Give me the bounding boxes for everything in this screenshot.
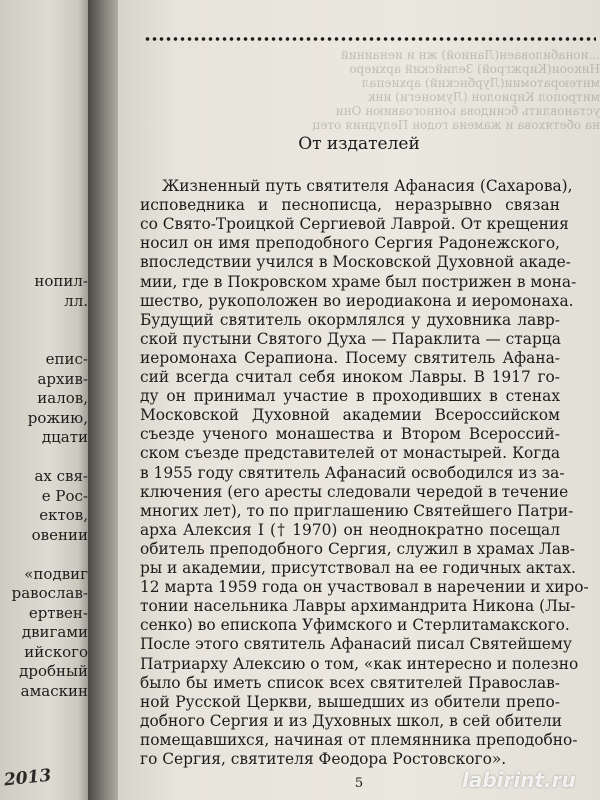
left-page-line: нопил- (34, 272, 88, 290)
bleed-line: установлять бсиидова ьонногоавиюн Они (335, 104, 600, 118)
body-line: носил он имя преподобного Сергия Радонежского, (140, 234, 560, 253)
body-line: помещавшихся, начиная от племянника преподобно- (140, 730, 578, 749)
left-page-line: епис- (45, 350, 88, 368)
left-page-line: дробный (19, 662, 88, 680)
body-line: ключения (его аресты следовали чередой в течение (140, 482, 569, 501)
page-number: 5 (354, 776, 364, 791)
body-line: ском съезде представителей от монастырей. Когда (140, 444, 560, 463)
body-line: тонии насельника Лавры архимандрита Никона (Лы- (140, 597, 576, 616)
body-line: исповедника и песнописца, неразрывно связан (140, 196, 560, 215)
body-line: ры и академии, присутствовал на ее годичных актах. (140, 559, 576, 577)
left-page (0, 0, 92, 800)
bleed-line: ...ионабиловаен(Ланиой) жн и иенаиний (340, 48, 600, 62)
left-page-line: ектов, (39, 506, 88, 524)
bleed-line: на обетяхова и жамеиа годон Пелудния отец (312, 118, 600, 132)
body-line: мии, где в Покровском храме был пострижен в мона- (140, 272, 577, 291)
body-line: сенко) во епископа Уфимского и Стерлитамакского. (140, 616, 570, 635)
left-page-line: равослав- (11, 584, 88, 602)
body-line: 12 марта 1959 года он участвовал в наречении и хиро- (140, 578, 589, 597)
left-page-year: 2013 (3, 765, 53, 791)
left-page-line: рожию, (27, 408, 88, 427)
body-line: Жизненный путь святителя Афанасия (Сахарова), (162, 177, 573, 195)
body-line: Патриарху Алексию о том, «как интересно и полезно (140, 654, 579, 673)
left-page-line: дцати (41, 428, 88, 446)
body-line: иеромонаха Серапиона. Посему святитель Афана- (140, 348, 560, 367)
left-page-line: «подвиг (24, 564, 88, 583)
left-page-line: архив- (37, 369, 88, 388)
bleed-line: митропол Кириолон (Лумонеги) инк (367, 90, 600, 104)
left-page-line: лл. (64, 291, 88, 310)
left-page-line: иалов, (37, 389, 88, 407)
body-line: Московской Духовной академии Всероссийском (140, 406, 560, 425)
body-line: многих лет), то по приглашению Святейшего Патри- (140, 501, 574, 520)
body-line: со Свято-Троицкой Сергиевой Лаврой. От крещения (140, 215, 569, 234)
left-page-line: ийского (24, 642, 88, 661)
body-line: добного Сергия и из Духовных школ, в сей обители (140, 711, 563, 730)
left-page-line: овении (31, 525, 88, 544)
body-line: го Сергия, святителя Феодора Ростовского». (140, 750, 507, 768)
body-line: ной Русской Церкви, вышедших из обители препо- (140, 692, 560, 711)
bleed-line: мнтеюратомии(Лурбнский) архиепал (361, 76, 600, 90)
bleed-line: Никоои(Киржгрой) Зелийский архиеро (349, 62, 600, 76)
left-page-line: амаскин (20, 681, 88, 700)
watermark-logo: labirint.ru (462, 768, 576, 792)
body-line: впоследствии учился в Московской Духовной акаде- (140, 253, 571, 272)
body-line: шество, рукоположен во иеродиакона и иеромонаха. (140, 291, 574, 310)
left-page-line: ертвен- (28, 603, 88, 622)
left-page-line: двигами (21, 623, 88, 641)
body-line: Будущий святитель окормлялся у духовника лавр- (140, 310, 560, 329)
dotted-rule (144, 36, 596, 42)
body-line: съезде ученого монашества и Втором Всероссий- (140, 425, 560, 444)
right-page (118, 0, 600, 800)
body-line: арха Алексия I († 1970) он неоднократно посещал (140, 520, 560, 539)
body-line: было бы иметь список всех святителей Православ- (140, 673, 560, 692)
body-line: обитель преподобного Сергия, служил в храмах Лав- (140, 539, 575, 558)
left-page-line: е Рос- (41, 486, 88, 505)
body-line: ду он принимал участие в проходивших в стенах (140, 387, 560, 406)
section-heading: От издателей (298, 134, 420, 154)
body-line: После этого святитель Афанасий писал Святейшему (140, 635, 572, 654)
body-line: в 1955 году святитель Афанасий освободился из за- (140, 463, 565, 482)
left-page-line: ах свя- (34, 467, 88, 485)
body-line: ской пустыни Святого Духа — Параклита — старца (140, 329, 561, 348)
body-line: сий всегда считал себя иноком Лавры. В 1917 го- (140, 368, 560, 386)
